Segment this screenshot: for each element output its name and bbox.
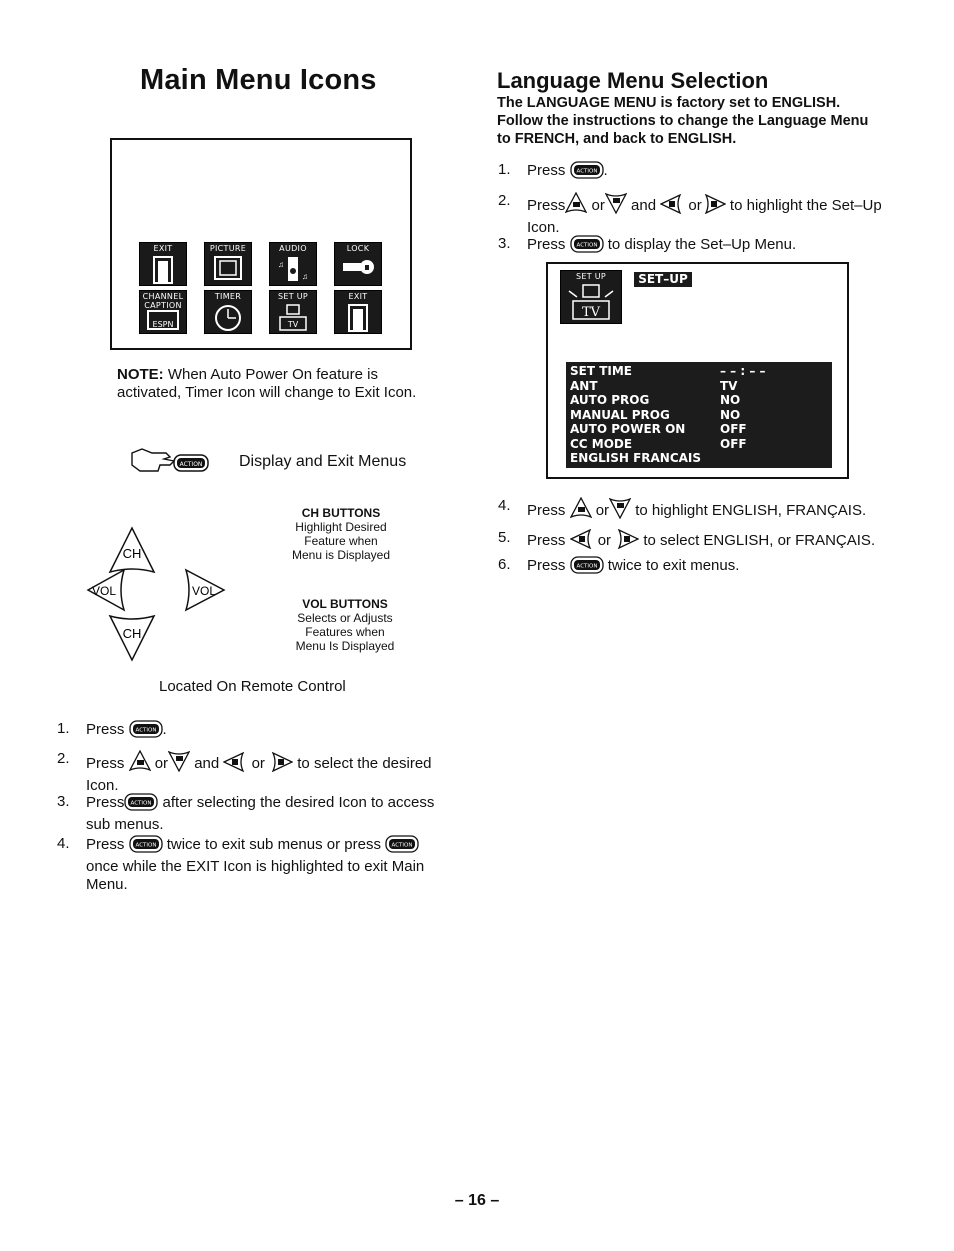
step-text: once while the EXIT Icon is highlighted to exit Main [86,858,425,875]
step-num: 5. [498,529,511,546]
language-intro [497,94,917,148]
step-text: twice to exit menus. [607,557,740,574]
vol-buttons-legend [286,597,404,653]
setup-title: SET–UP [634,272,692,287]
setup-row [570,393,828,407]
setup-row-label: ENGLISH FRANCAIS [570,451,702,465]
vol-desc-line: Features when [305,625,385,639]
ch-desc-line: Highlight Desired [295,520,387,534]
icon-label: AUDIO [279,244,307,253]
svg-text:ACTION: ACTION [135,842,156,849]
ch-down-label: CH [122,626,142,641]
setup-row-value: – – : – – [720,364,766,378]
step-text: to display the Set–Up Menu. [607,236,797,253]
vol-right-label: VOL [191,584,217,598]
setup-menu-screen [546,262,849,479]
step-text: . [162,721,167,738]
note [117,366,417,402]
ch-buttons-title: CH BUTTONS [301,506,381,520]
step-text: Press [86,794,125,811]
remote-ch-vol-buttons-diagram [82,520,242,670]
svg-text:ACTION: ACTION [576,168,597,175]
ch-down-icon [605,192,627,219]
picture-icon [204,242,252,286]
step-text: Icon. [86,777,119,794]
step-text: Icon. [527,219,560,236]
setup-row [570,451,828,465]
vol-left-icon [570,529,594,554]
setup-row-label: AUTO PROG [570,393,650,407]
step-text: to select ENGLISH, or FRANÇAIS. [643,532,876,549]
step-text: after selecting the desired Icon to access [162,794,435,811]
step-text: to highlight ENGLISH, FRANÇAIS. [635,502,867,519]
action-button-icon [570,235,604,258]
svg-text:♫: ♫ [278,260,284,269]
ch-down-icon [609,497,631,524]
action-button-icon [129,835,163,858]
step-text: Press [86,721,125,738]
vol-desc-line: Menu Is Displayed [295,639,395,653]
ch-up-icon [565,192,587,219]
ch-desc-line: Feature when [304,534,378,548]
step-num: 2. [57,750,70,767]
icon-label: TIMER [214,292,242,301]
intro-line: Follow the instructions to change the Language Menu [497,113,869,129]
svg-text:ACTION: ACTION [135,727,156,734]
ch-down-icon [168,750,190,777]
setup-row-label: SET TIME [570,364,632,378]
step-text: or [251,755,265,772]
step-text: to highlight the Set–Up [729,197,882,214]
step-text: or [688,197,702,214]
svg-text:♫: ♫ [302,272,308,281]
intro-line: The LANGUAGE MENU is factory set to ENGLISH. [497,95,841,111]
step-text: Press [86,755,125,772]
icon-label: EXIT [348,292,368,301]
audio-speaker-icon [269,242,317,286]
action-button-icon [385,835,419,858]
setup-row-value: NO [720,407,741,422]
step-text: or [591,197,605,214]
vol-right-icon [702,194,726,219]
setup-row [570,437,828,451]
display-exit-label: Display and Exit Menus [239,453,407,470]
action-button-icon [570,556,604,579]
step-text: Press [86,836,125,853]
vol-left-icon [223,752,247,777]
main-menu-icons-title: Main Menu Icons [140,64,377,96]
icon-label: PICTURE [209,244,247,253]
step-text: and [631,197,657,214]
svg-text:TV: TV [287,320,299,329]
step-text: Press [527,557,566,574]
vol-right-icon [615,529,639,554]
note-label: NOTE: [117,366,164,383]
vol-desc-line: Selects or Adjusts [297,611,393,625]
lock-key-icon [334,242,382,286]
setup-row-value: NO [720,393,741,407]
exit-door-icon [139,242,187,286]
setup-row [570,422,828,436]
page-number: – 16 – [454,1192,500,1209]
svg-text:ESPN: ESPN [152,320,174,329]
hand-pointing-action-icon [130,447,212,482]
action-button-icon [129,720,163,743]
icon-label: EXIT [153,244,173,253]
setup-tv-icon [269,290,317,334]
icon-label: SET UP [277,292,309,301]
vol-right-icon [269,752,293,777]
channel-caption-icon [139,290,187,334]
setup-row-value: OFF [720,422,747,436]
language-menu-title: Language Menu Selection [497,68,769,93]
vol-left-label: VOL [91,584,117,598]
ch-up-label: CH [122,546,142,561]
step-num: 4. [57,835,70,852]
intro-line: to FRENCH, and back to ENGLISH. [497,131,737,147]
step-text: Press [527,162,566,179]
exit-door-icon [334,290,382,334]
setup-icon-tv: TV [581,305,601,320]
setup-icon-label: SET UP [575,272,607,281]
svg-text:ACTION: ACTION [576,563,597,570]
setup-row-value: TV [720,378,738,393]
timer-clock-icon [204,290,252,334]
ch-buttons-legend [282,506,400,562]
step-text: or [597,532,612,549]
setup-row [570,364,828,378]
step-text: or [154,755,169,772]
icon-label: CHANNEL CAPTION [142,292,184,310]
setup-row-label: AUTO POWER ON [570,422,686,436]
step-num: 3. [57,793,70,810]
ch-up-icon [129,750,151,777]
step-num: 1. [498,161,511,178]
step-text: Menu. [86,876,128,893]
ch-desc-line: Menu is Displayed [291,548,391,562]
setup-row [570,408,828,422]
step-text: twice to exit sub menus or press [166,836,381,853]
setup-row-value: OFF [720,436,747,451]
vol-left-icon [660,194,684,219]
located-on-remote: Located On Remote Control [159,678,346,695]
step-text: . [603,162,608,179]
step-num: 2. [498,192,511,209]
step-text: Press [527,502,566,519]
step-text: Press [527,532,566,549]
vol-buttons-title: VOL BUTTONS [302,597,388,611]
action-button-icon [570,161,604,184]
step-num: 4. [498,497,511,514]
svg-text:ACTION: ACTION [130,800,152,807]
setup-tv-icon [560,270,622,324]
svg-text:ACTION: ACTION [576,242,597,249]
setup-options-list [566,362,832,468]
action-text: ACTION [179,461,203,468]
setup-row-label: MANUAL PROG [570,407,670,422]
action-button-icon [124,793,158,816]
setup-row-label: ANT [570,378,598,393]
icon-label: LOCK [346,244,370,253]
step-num: 6. [498,556,511,573]
main-menu-icons-box [110,138,412,350]
step-num: 3. [498,235,511,252]
ch-up-icon [570,497,592,524]
step-num: 1. [57,720,70,737]
setup-row [570,379,828,393]
step-text: and [194,755,220,772]
step-text: to select the desired [297,755,432,772]
step-text: Press [527,236,566,253]
setup-row-label: CC MODE [570,436,633,451]
note-text: When Auto Power On feature is activated, Timer Icon will change to Exit Icon. [117,366,417,401]
step-text: or [595,502,610,519]
step-text: Press [527,197,566,214]
svg-text:ACTION: ACTION [391,842,413,849]
step-text: sub menus. [86,816,164,833]
